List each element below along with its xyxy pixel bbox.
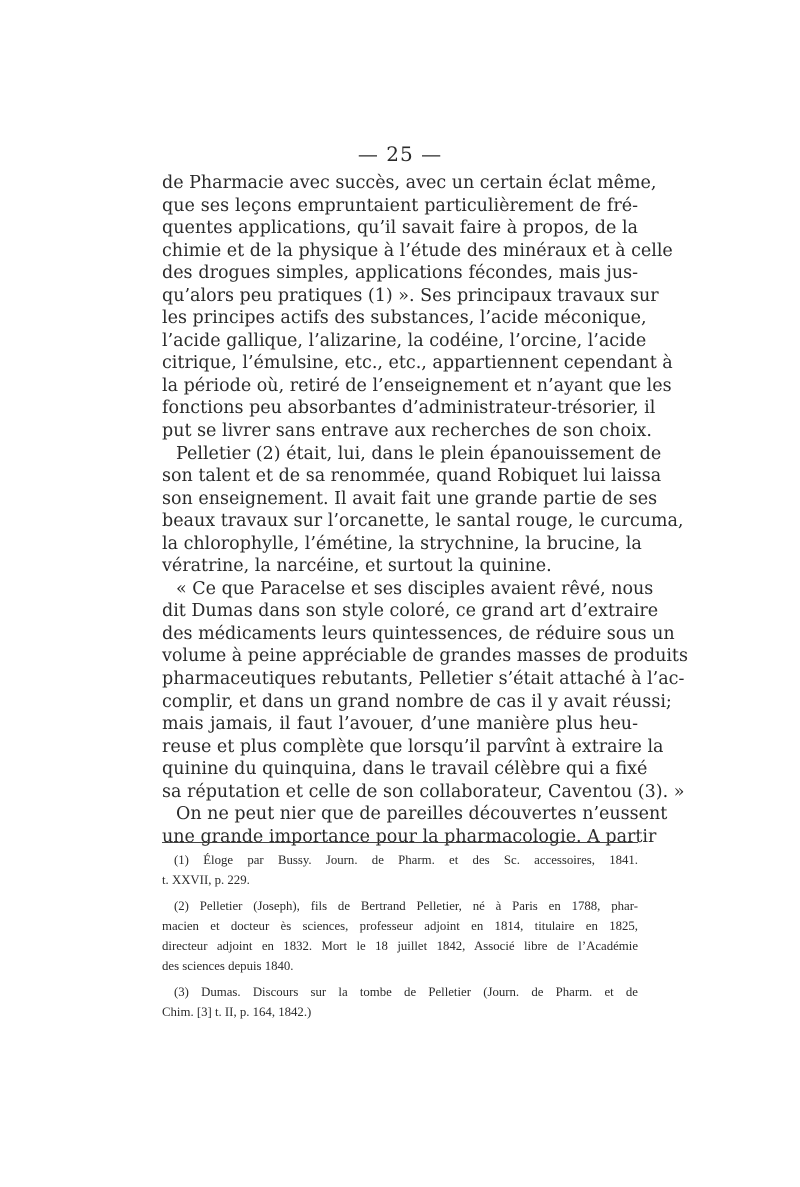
- text-line: qu’alors peu pratiques (1) ». Ses principaux travaux sur: [162, 285, 659, 306]
- text-line: les principes actifs des substances, l’acide méconique,: [162, 308, 647, 329]
- text-line: des médicaments leurs quintessences, de réduire sous un: [162, 623, 675, 644]
- footnote: [162, 850, 638, 890]
- footnote-line: directeur adjoint en 1832. Mort le 18 juillet 1842, Associé libre de l’Académie: [162, 939, 638, 953]
- text-line: reuse et plus complète que lorsqu’il parvînt à extraire la: [162, 736, 664, 757]
- footnotes: [162, 850, 638, 1022]
- text-line: dit Dumas dans son style coloré, ce grand art d’extraire: [162, 601, 659, 622]
- text-line: put se livrer sans entrave aux recherches de son choix.: [162, 421, 652, 442]
- text-line: une grande importance pour la pharmacologie. A partir: [162, 826, 657, 847]
- text-line: des drogues simples, applications fécondes, mais jus-: [162, 263, 638, 284]
- text-line: la chlorophylle, l’émétine, la strychnine, la brucine, la: [162, 533, 642, 554]
- text-line: la période où, retiré de l’enseignement et n’ayant que les: [162, 375, 672, 396]
- footnote-line: macien et docteur ès sciences, professeur adjoint en 1814, titulaire en 1825,: [162, 919, 638, 933]
- text-line: quentes applications, qu’il savait faire à propos, de la: [162, 218, 638, 239]
- text-line: Pelletier (2) était, lui, dans le plein épanouissement de: [176, 443, 662, 464]
- page-number: — 25 —: [357, 142, 443, 166]
- footnote: [162, 896, 638, 976]
- text-line: « Ce que Paracelse et ses disciples avaient rêvé, nous: [176, 578, 654, 599]
- footnote-line: (2) Pelletier (Joseph), fils de Bertrand Pelletier, né à Paris en 1788, phar-: [174, 899, 638, 913]
- text-line: mais jamais, il faut l’avouer, d’une manière plus heu-: [162, 714, 638, 735]
- footnote-divider: [162, 842, 638, 843]
- footnote-line: (3) Dumas. Discours sur la tombe de Pelletier (Journ. de Pharm. et de: [174, 985, 638, 999]
- footnote: [162, 982, 638, 1022]
- text-line: beaux travaux sur l’orcanette, le santal rouge, le curcuma,: [162, 511, 684, 532]
- text-line: citrique, l’émulsine, etc., etc., appartiennent cependant à: [162, 353, 673, 374]
- text-line: On ne peut nier que de pareilles découvertes n’eussent: [176, 804, 668, 825]
- text-line: pharmaceutiques rebutants, Pelletier s’était attaché à l’ac-: [162, 669, 685, 690]
- footnote-line: t. XXVII, p. 229.: [162, 873, 250, 887]
- footnote-line: (1) Éloge par Bussy. Journ. de Pharm. et des Sc. accessoires, 1841.: [174, 853, 638, 867]
- footnote-line: Chim. [3] t. II, p. 164, 1842.): [162, 1005, 312, 1019]
- text-line: de Pharmacie avec succès, avec un certain éclat même,: [162, 173, 657, 193]
- text-line: vératrine, la narcéine, et surtout la quinine.: [162, 556, 552, 577]
- text-line: complir, et dans un grand nombre de cas il y avait réussi;: [162, 691, 672, 712]
- text-line: fonctions peu absorbantes d’administrateur-trésorier, il: [162, 398, 656, 419]
- body-text: [162, 172, 688, 848]
- text-line: que ses leçons empruntaient particulièrement de fré-: [162, 195, 638, 216]
- text-line: l’acide gallique, l’alizarine, la codéine, l’orcine, l’acide: [162, 330, 647, 351]
- text-line: sa réputation et celle de son collaborateur, Caventou (3). »: [162, 781, 685, 802]
- text-line: volume à peine appréciable de grandes masses de produits: [162, 646, 688, 667]
- text-line: chimie et de la physique à l’étude des minéraux et à celle: [162, 240, 673, 261]
- footnote-line: des sciences depuis 1840.: [162, 959, 294, 973]
- text-line: son enseignement. Il avait fait une grande partie de ses: [162, 488, 658, 509]
- text-line: quinine du quinquina, dans le travail célèbre qui a fixé: [162, 759, 648, 780]
- text-line: son talent et de sa renommée, quand Robiquet lui laissa: [162, 466, 662, 487]
